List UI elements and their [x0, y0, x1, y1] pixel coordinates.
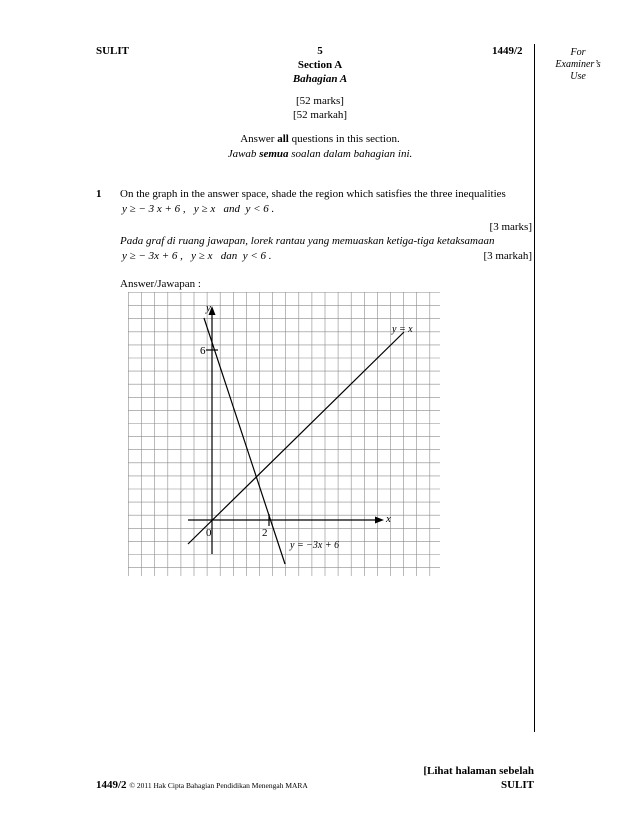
examiner-use-box: [538, 47, 618, 83]
instruction-ms-post: soalan dalam bahagian ini.: [288, 148, 413, 160]
instruction-ms-bold: semua: [259, 148, 289, 160]
header-sulit: SULIT: [96, 45, 130, 57]
instruction-en-pre: Answer: [240, 133, 278, 145]
examiner-line: For: [570, 47, 586, 58]
y-tick-label: 6: [200, 345, 206, 357]
question-marks-ms: [3 markah]: [483, 250, 532, 262]
page-number: 5: [317, 45, 323, 57]
question-inequalities-ms: y ≥ − 3x + 6 , y ≥ x dan y < 6 .: [122, 250, 272, 262]
examiner-line: Examiner’s: [555, 59, 601, 70]
section-marks-ms: [52 markah]: [292, 109, 348, 121]
header-code: 1449/2: [492, 45, 523, 57]
answer-graph[interactable]: [128, 292, 440, 576]
question-inequalities-en: y ≥ − 3 x + 6 , y ≥ x and y < 6 .: [122, 203, 275, 215]
question-marks-en: [3 marks]: [489, 221, 532, 233]
x-axis-label: x: [386, 513, 391, 525]
section-title-en: Section A: [297, 59, 343, 71]
examiner-line: Use: [570, 71, 586, 82]
footer-left: [96, 779, 308, 791]
instruction-en: [160, 133, 480, 145]
x-axis-arrow-icon: [375, 517, 384, 524]
footer-copyright: © 2011 Hak Cipta Bahagian Pendidikan Menengah MARA: [129, 781, 308, 790]
question-text-ms: Pada graf di ruang jawapan, lorek rantau yang memuaskan ketiga-tiga ketaksamaan: [120, 235, 495, 247]
instruction-en-post: questions in this section.: [288, 133, 400, 145]
instruction-en-bold: all: [277, 133, 289, 145]
line1-label: y = x: [392, 324, 413, 335]
answer-label: Answer/Jawapan :: [120, 278, 201, 290]
origin-label: 0: [206, 527, 212, 539]
footer-code: 1449/2: [96, 779, 127, 791]
question-number: 1: [96, 188, 102, 200]
instruction-ms: [160, 148, 480, 160]
section-title-ms: Bahagian A: [292, 73, 348, 85]
section-marks-en: [52 marks]: [296, 95, 344, 107]
instruction-ms-pre: Jawab: [227, 148, 260, 160]
footer-sulit: SULIT: [500, 779, 534, 791]
x-tick-label: 2: [262, 527, 268, 539]
y-axis-label: y: [206, 302, 211, 314]
examiner-margin-line: [534, 44, 535, 732]
line2-label: y = −3x + 6: [290, 540, 340, 551]
question-text-en: On the graph in the answer space, shade the region which satisfies the three inequalities: [120, 188, 506, 200]
footer-next-page: [Lihat halaman sebelah: [423, 765, 534, 777]
